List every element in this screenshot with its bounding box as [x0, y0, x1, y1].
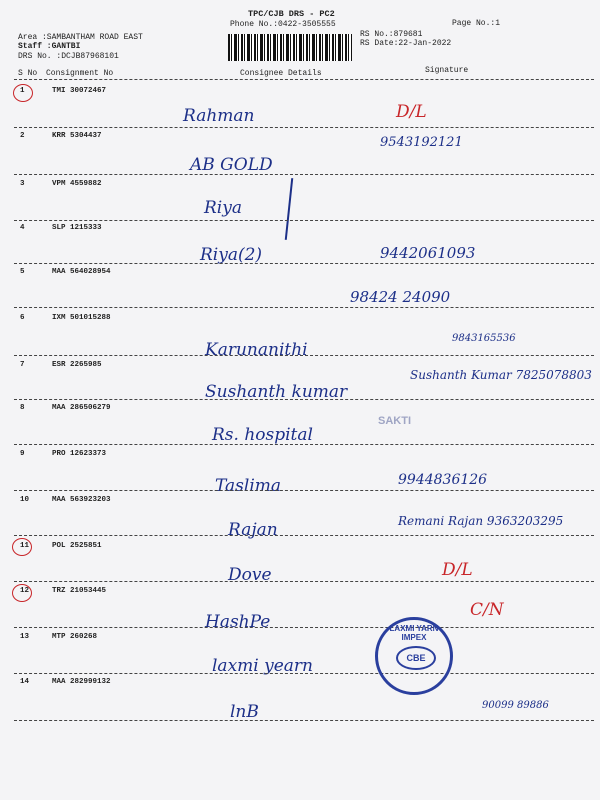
- row-divider: [14, 174, 594, 175]
- row-consignee: Riya: [204, 198, 242, 218]
- row-sno: 8: [20, 404, 25, 412]
- row-signature: Sushanth Kumar 7825078803: [410, 368, 592, 382]
- row-sno: 5: [20, 268, 25, 276]
- drs-number: DRS No. :DCJB87968101: [18, 52, 119, 61]
- row-consignee: Riya(2): [200, 245, 263, 265]
- row-divider: [14, 581, 594, 582]
- row-consignment: POL 2525851: [52, 542, 102, 550]
- row-consignment: ESR 2265985: [52, 361, 102, 369]
- page-number: Page No.:1: [452, 19, 501, 28]
- row-sno: 1: [20, 87, 25, 95]
- row-sno: 10: [20, 496, 30, 504]
- row-signature: 9543192121: [380, 135, 463, 150]
- row-sno: 11: [20, 542, 30, 550]
- col-consignee: Consignee Details: [240, 69, 322, 78]
- row-sno: 3: [20, 180, 25, 188]
- stamp-center-text: CBE: [396, 646, 436, 670]
- row-consignee: laxmi yearn: [212, 656, 313, 676]
- row-divider: [14, 263, 594, 264]
- row-consignment: MTP 260268: [52, 633, 98, 641]
- col-consignment: Consignment No: [46, 69, 114, 78]
- phone-number: Phone No.:0422-3505555: [230, 20, 336, 29]
- header-divider: [14, 79, 594, 80]
- row-note: D/L: [396, 102, 427, 122]
- col-signature: Signature: [425, 66, 469, 75]
- row-consignment: TMI 30072467: [52, 87, 107, 95]
- row-consignment: MAA 282999132: [52, 678, 111, 686]
- rs-number: RS No.:879681: [360, 30, 423, 39]
- row-divider: [14, 720, 594, 721]
- row-signature: 9442061093: [380, 244, 476, 262]
- red-circle-mark: [12, 584, 32, 602]
- row-consignment: PRO 12623373: [52, 450, 107, 458]
- row-consignment: KRR 5304437: [52, 132, 102, 140]
- row-consignee: lnB: [230, 702, 259, 722]
- row-sno: 14: [20, 678, 30, 686]
- row-sno: 4: [20, 224, 25, 232]
- row-consignee: Rahman: [183, 106, 255, 126]
- red-circle-mark: [12, 538, 32, 556]
- row-consignment: MAA 286506279: [52, 404, 111, 412]
- vertical-pen-stroke: [285, 178, 293, 240]
- rs-date: RS Date:22-Jan-2022: [360, 39, 452, 48]
- staff-label: Staff :GANTBI: [18, 42, 81, 51]
- stamp-ring-text: LAXMI YARN IMPEX: [389, 624, 439, 642]
- row-signature: 90099 89886: [482, 700, 549, 711]
- row-sno: 9: [20, 450, 25, 458]
- row-consignee: Sushanth kumar: [205, 382, 348, 402]
- row-divider: [14, 355, 594, 356]
- row-consignee: HashPe: [205, 612, 271, 632]
- row-signature: 9944836126: [398, 472, 488, 488]
- row-consignment: MAA 564028954: [52, 268, 111, 276]
- row-sno: 7: [20, 361, 25, 369]
- row-consignee: Taslima: [215, 476, 282, 496]
- row-consignment: VPM 4559882: [52, 180, 102, 188]
- company-stamp-faint: SAKTI: [378, 415, 411, 427]
- row-divider: [14, 490, 594, 491]
- row-divider: [14, 127, 594, 128]
- row-sno: 13: [20, 633, 30, 641]
- row-divider: [14, 673, 594, 674]
- row-divider: [14, 220, 594, 221]
- red-circle-mark: [13, 84, 33, 102]
- row-sno: 6: [20, 314, 25, 322]
- row-signature: Remani Rajan 9363203295: [398, 514, 564, 528]
- row-sno: 12: [20, 587, 30, 595]
- row-note: C/N: [470, 600, 504, 620]
- row-consignee: AB GOLD: [190, 155, 273, 175]
- row-consignee: Karunanithi: [205, 340, 308, 360]
- row-signature: 98424 24090: [350, 288, 451, 306]
- row-divider: [14, 535, 594, 536]
- row-consignment: IXM 501015288: [52, 314, 111, 322]
- row-consignment: SLP 1215333: [52, 224, 102, 232]
- row-divider: [14, 627, 594, 628]
- col-sno: S No: [18, 69, 38, 78]
- row-divider: [14, 307, 594, 308]
- area-label: Area :SAMBANTHAM ROAD EAST: [18, 33, 143, 42]
- row-divider: [14, 444, 594, 445]
- row-consignment: MAA 563923203: [52, 496, 111, 504]
- row-note: D/L: [442, 560, 473, 580]
- row-consignee: Dove: [228, 565, 272, 585]
- row-consignment: TRZ 21053445: [52, 587, 107, 595]
- row-consignee: Rajan: [228, 520, 278, 540]
- sheet-title: TPC/CJB DRS - PC2: [248, 9, 335, 19]
- row-sno: 2: [20, 132, 25, 140]
- row-consignee: Rs. hospital: [212, 425, 313, 445]
- barcode: [228, 34, 352, 61]
- company-round-stamp: [375, 617, 453, 695]
- row-divider: [14, 399, 594, 400]
- row-signature: 9843165536: [452, 333, 516, 344]
